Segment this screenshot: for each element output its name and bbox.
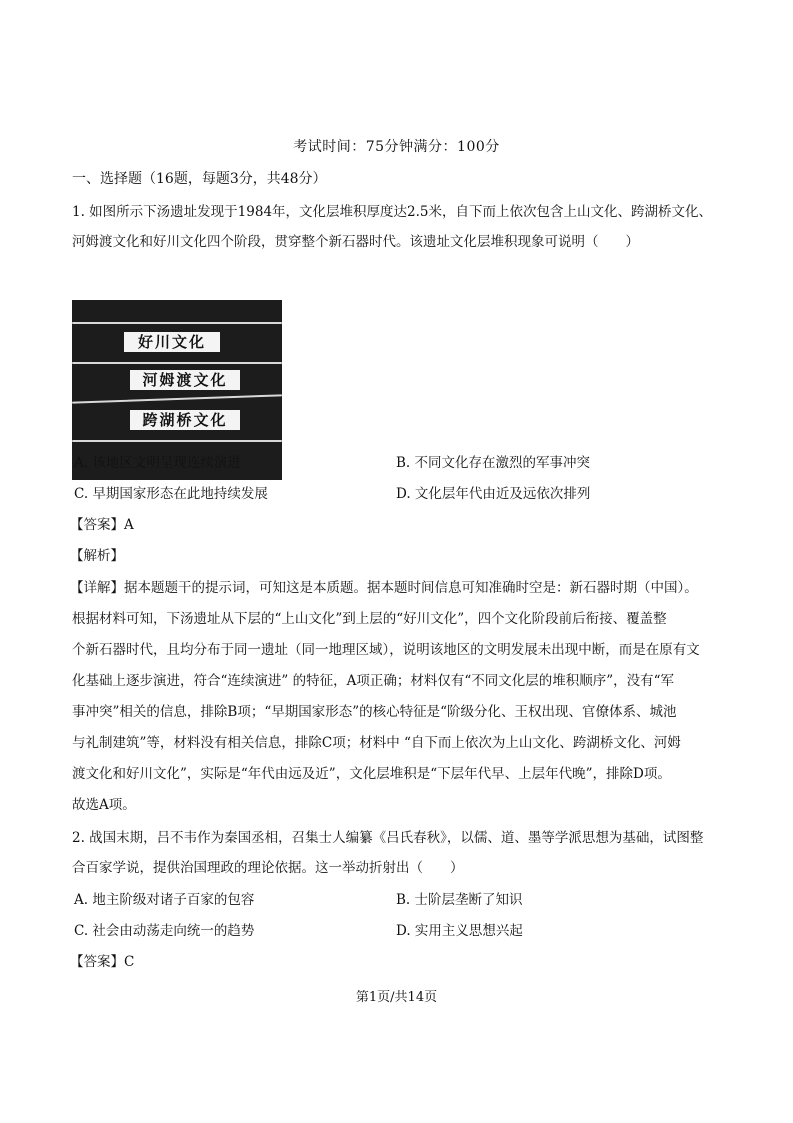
q1-conclusion: 故选A项。: [72, 797, 136, 813]
stratum-line: [72, 362, 282, 364]
q2-stem-line1: 2. 战国末期，吕不韦作为秦国丞相，召集士人编纂《吕氏春秋》，以儒、道、墨等学派思想为基础，试图整: [72, 830, 704, 846]
q1-stem-line2: 河姆渡文化和好川文化四个阶段，贯穿整个新石器时代。该遗址文化层堆积现象可说明（ ）: [72, 234, 639, 250]
answer-label: 【答案】: [70, 954, 124, 970]
q1-option-c: C. 早期国家形态在此地持续发展: [74, 486, 268, 502]
q2-option-c: C. 社会由动荡走向统一的趋势: [74, 923, 255, 939]
answer-value: C: [124, 954, 135, 970]
q1-detail-line2: 根据材料可知，下汤遗址从下层的“上山文化”到上层的“好川文化”，四个文化阶段前后衔接、覆盖整: [72, 611, 667, 627]
figure-label-kuahuqiao: 跨湖桥文化: [130, 410, 240, 430]
q1-detail-line1: [70, 576, 698, 596]
answer-value: A: [124, 517, 134, 533]
detail-label: 【详解】: [70, 580, 124, 596]
q1-detail-line7: 渡文化和好川文化”，实际是“年代由远及近”，文化层堆积是“下层年代早、上层年代晚”，排除D项。: [72, 766, 671, 782]
q1-analysis-label: 【解析】: [70, 548, 124, 564]
q2-answer: [70, 950, 134, 970]
page-number: 第1页/共14页: [355, 990, 438, 1005]
stratum-line: [72, 440, 282, 442]
q2-option-b: B. 士阶层垄断了知识: [396, 892, 523, 908]
answer-label: 【答案】: [70, 517, 124, 533]
q2-option-a: A. 地主阶级对诸子百家的包容: [74, 892, 255, 908]
q1-stem-line1: 1. 如图所示下汤遗址发现于1984年，文化层堆积厚度达2.5米，自下而上依次包含上山文化、跨湖桥文化、: [72, 204, 712, 220]
q1-option-d: D. 文化层年代由近及远依次排列: [396, 486, 591, 502]
stratum-line: [72, 394, 282, 403]
figure-label-haochuan: 好川文化: [124, 332, 220, 352]
q1-detail-line5: 事冲突”相关的信息，排除B项；“早期国家形态”的核心特征是“阶级分化、王权出现、官僚体系、城池: [72, 704, 677, 720]
q2-stem-line2: 合百家学说，提供治国理政的理论依据。这一举动折射出（ ）: [72, 860, 464, 876]
q1-detail-line6: 与礼制建筑”等，材料没有相关信息，排除C项；材料中 “自下而上依次为上山文化、跨湖桥文化、河姆: [72, 735, 681, 751]
q1-detail-line4: 化基础上逐步演进，符合“连续演进” 的特征，A项正确；材料仅有“不同文化层的堆积顺序”，没有“军: [72, 673, 675, 689]
q1-answer: [70, 513, 134, 533]
q2-option-d: D. 实用主义思想兴起: [396, 923, 523, 939]
detail-text: 据本题题干的提示词，可知这是本质题。据本题时间信息可知准确时空是：新石器时期（中国）。: [124, 580, 698, 596]
section-title: 一、选择题（16题，每题3分，共48分）: [72, 171, 327, 187]
figure-label-hemudu: 河姆渡文化: [130, 370, 240, 390]
q1-option-b: B. 不同文化存在激烈的军事冲突: [396, 455, 591, 471]
stratum-line: [72, 322, 282, 324]
exam-info: 考试时间：75分钟满分：100分: [293, 139, 500, 155]
q1-detail-line3: 个新石器时代，且均分布于同一遗址（同一地理区域），说明该地区的文明发展未出现中断，而是在原有文: [72, 642, 700, 658]
q1-option-a: A. 该地区文明呈现连续演进: [74, 455, 241, 471]
